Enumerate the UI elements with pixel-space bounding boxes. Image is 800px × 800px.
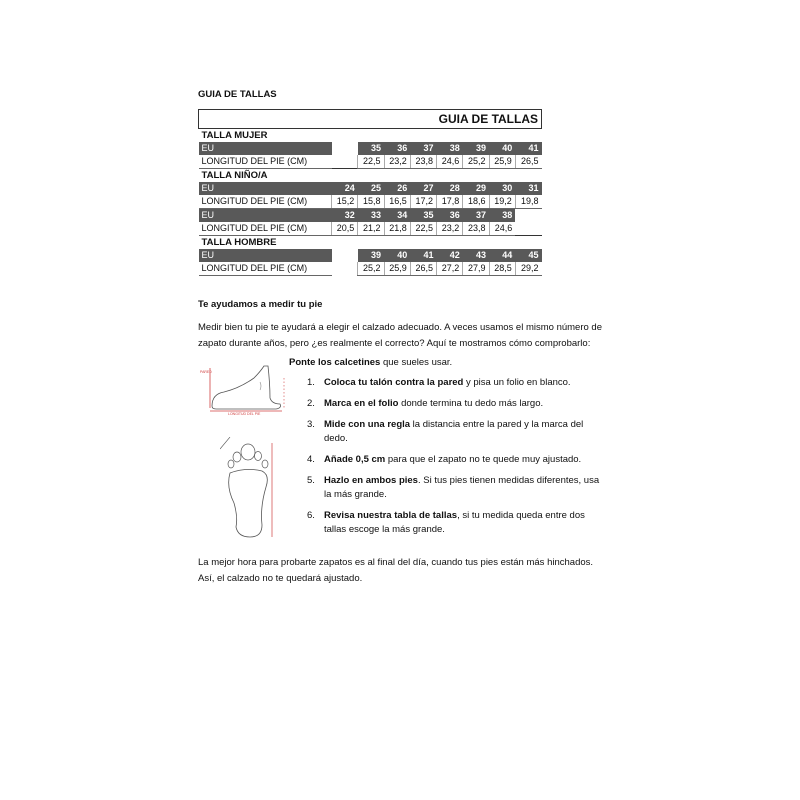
step-text: para que el zapato no te quede muy ajustado. [385,454,582,465]
foot-length-cell [332,155,358,169]
foot-length-cell: 20,5 [332,222,358,236]
measure-step [307,418,607,446]
wall-label: PARED [200,370,212,374]
socks-instruction-bold: Ponte los calcetines [289,357,381,368]
eu-size-cell: 37 [463,209,489,223]
eu-size-cell: 35 [410,209,436,223]
eu-size-cell [515,209,541,223]
eu-size-cell: 25 [358,182,384,195]
table-section-row [199,169,542,183]
step-bold-text: Revisa nuestra tabla de tallas [324,510,458,521]
foot-length-cell: 23,8 [410,155,436,169]
measure-steps [307,376,607,544]
eu-size-cell: 43 [463,249,489,262]
foot-length-cell: 26,5 [515,155,541,169]
table-title-row [199,110,542,129]
socks-instruction-rest: que sueles usar. [380,357,453,368]
eu-size-cell: 45 [515,249,541,262]
foot-length-cell: 19,8 [515,195,541,209]
foot-length-cell: 21,8 [384,222,410,236]
eu-label: EU [199,209,332,223]
foot-length-cell: 18,6 [463,195,489,209]
size-table [198,109,542,276]
eu-size-cell: 36 [384,142,410,155]
eu-size-cell [332,249,358,262]
eu-size-cell: 32 [332,209,358,223]
foot-length-cell: 24,6 [489,222,515,236]
measure-step [307,509,607,537]
measure-heading: Te ayudamos a medir tu pie [198,299,323,310]
foot-length-cell: 16,5 [384,195,410,209]
foot-length-cell [332,262,358,276]
measure-step [307,453,607,467]
measure-intro: Medir bien tu pie te ayudará a elegir el calzado adecuado. A veces usamos el mismo número de zapato durante años, pero ¿es realmente el correcto? Aquí te mostramos cómo comprobarlo: [198,322,602,349]
foot-length-cell: 21,2 [358,222,384,236]
table-section-label: TALLA HOMBRE [199,236,542,250]
eu-label: EU [199,142,332,155]
step-number: 4. [307,454,315,465]
step-text: donde termina tu dedo más largo. [398,398,544,409]
step-text: y pisa un folio en blanco. [463,377,571,388]
foot-length-cell: 27,2 [437,262,463,276]
foot-length-cell: 27,9 [463,262,489,276]
eu-size-cell: 38 [489,209,515,223]
foot-length-cell: 23,2 [384,155,410,169]
foot-length-cell: 19,2 [489,195,515,209]
eu-size-row [199,249,542,262]
foot-length-cell: 26,5 [410,262,436,276]
eu-size-cell: 36 [437,209,463,223]
foot-top-illustration [220,437,282,541]
eu-size-cell: 24 [332,182,358,195]
eu-size-cell: 29 [463,182,489,195]
foot-length-label: LONGITUD DEL PIE (CM) [199,222,332,236]
table-section-row [199,236,542,250]
step-number: 5. [307,475,315,486]
measure-outro: La mejor hora para probarte zapatos es al final del día, cuando tus pies están más hinchados. Así, el calzado no te quedará ajustado. [198,557,594,584]
step-number: 3. [307,419,315,430]
foot-length-cell: 25,2 [358,262,384,276]
foot-length-row [199,262,542,276]
eu-size-cell: 31 [515,182,541,195]
eu-size-cell: 42 [437,249,463,262]
step-bold-text: Hazlo en ambos pies [324,475,418,486]
eu-size-cell: 34 [384,209,410,223]
eu-size-cell: 27 [410,182,436,195]
eu-size-cell [332,142,358,155]
eu-size-cell: 40 [384,249,410,262]
foot-length-label: LONGITUD DEL PIE [228,412,261,416]
foot-length-cell: 22,5 [358,155,384,169]
eu-size-cell: 39 [463,142,489,155]
step-text: . Si tus pies tienen medidas diferentes, usa la más grande. [324,475,600,500]
step-text: , si tu medida queda entre dos tallas escoge la más grande. [324,510,585,535]
step-number: 1. [307,377,315,388]
foot-length-cell: 17,2 [410,195,436,209]
eu-size-row [199,209,542,223]
eu-size-cell: 26 [384,182,410,195]
eu-size-cell: 35 [358,142,384,155]
eu-size-cell: 37 [410,142,436,155]
eu-size-cell: 28 [437,182,463,195]
foot-length-row [199,155,542,169]
foot-length-cell: 25,9 [384,262,410,276]
step-bold-text: Coloca tu talón contra la pared [324,377,464,388]
eu-label: EU [199,182,332,195]
table-section-label: TALLA NIÑO/A [199,169,542,183]
foot-length-label: LONGITUD DEL PIE (CM) [199,262,332,276]
eu-size-cell: 30 [489,182,515,195]
step-bold-text: Mide con una regla [324,419,411,430]
foot-length-row [199,195,542,209]
foot-length-cell [515,222,541,236]
foot-length-cell: 24,6 [437,155,463,169]
step-number: 2. [307,398,315,409]
foot-length-cell: 28,5 [489,262,515,276]
table-section-label: TALLA MUJER [199,129,542,143]
step-bold-text: Añade 0,5 cm [324,454,386,465]
table-section-row [199,129,542,143]
page-heading: GUIA DE TALLAS [198,89,277,100]
foot-length-cell: 17,8 [437,195,463,209]
foot-length-row [199,222,542,236]
foot-length-cell: 15,2 [332,195,358,209]
step-bold-text: Marca en el folio [324,398,399,409]
foot-length-label: LONGITUD DEL PIE (CM) [199,155,332,169]
measure-step [307,474,607,502]
eu-size-cell: 39 [358,249,384,262]
foot-length-cell: 23,8 [463,222,489,236]
foot-length-cell: 25,9 [489,155,515,169]
step-text: la distancia entre la pared y la marca del dedo. [324,419,584,444]
eu-size-cell: 33 [358,209,384,223]
foot-length-cell: 15,8 [358,195,384,209]
foot-length-cell: 25,2 [463,155,489,169]
measure-step [307,397,607,411]
eu-size-cell: 44 [489,249,515,262]
eu-size-row [199,182,542,195]
eu-size-row [199,142,542,155]
eu-size-cell: 41 [410,249,436,262]
foot-length-label: LONGITUD DEL PIE (CM) [199,195,332,209]
eu-size-cell: 40 [489,142,515,155]
eu-size-cell: 41 [515,142,541,155]
foot-length-cell: 23,2 [437,222,463,236]
foot-length-cell: 22,5 [410,222,436,236]
step-number: 6. [307,510,315,521]
foot-length-cell: 29,2 [515,262,541,276]
foot-side-illustration [198,364,288,416]
eu-size-cell: 38 [437,142,463,155]
socks-instruction [289,357,452,368]
eu-label: EU [199,249,332,262]
measure-step [307,376,607,390]
table-title: GUIA DE TALLAS [199,110,542,129]
